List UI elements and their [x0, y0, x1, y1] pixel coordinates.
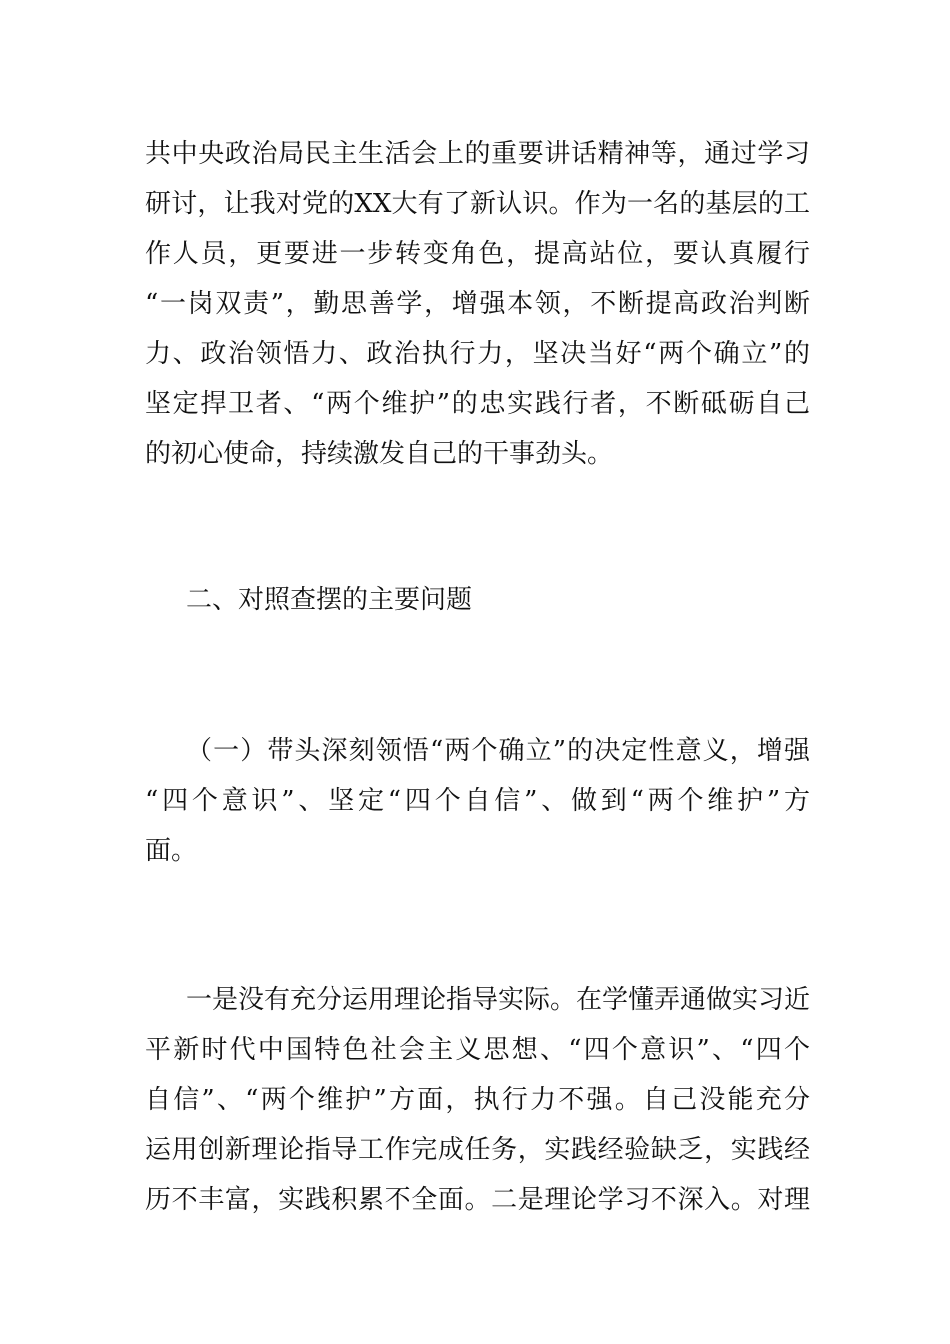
subsection-1-line-2: “四个意识”、坚定“四个自信”、做到“两个维护”方 [145, 786, 810, 816]
subsection-1-line-1: （一）带头深刻领悟“两个确立”的决定性意义，增强 [186, 736, 810, 766]
paragraph-1-line-4: “一岗双责”，勤思善学，增强本领，不断提高政治判断 [145, 289, 810, 319]
paragraph-2-line-1: 一是没有充分运用理论指导实际。在学懂弄通做实习近 [186, 985, 811, 1015]
paragraph-1-line-6: 坚定捍卫者、“两个维护”的忠实践行者，不断砥砺自己 [145, 389, 810, 419]
paragraph-1-line-7: 的初心使命，持续激发自己的干事劲头。 [145, 439, 614, 469]
paragraph-1-line-3: 作人员，更要进一步转变角色，提高站位，要认真履行 [145, 239, 810, 269]
paragraph-1-line-2: 研讨，让我对党的XX大有了新认识。作为一名的基层的工 [145, 189, 810, 219]
section-heading: 二、对照查摆的主要问题 [186, 585, 473, 615]
paragraph-2-line-2: 平新时代中国特色社会主义思想、“四个意识”、“四个 [145, 1035, 810, 1065]
paragraph-1-line-5: 力、政治领悟力、政治执行力，坚决当好“两个确立”的 [145, 339, 810, 369]
paragraph-2-line-4: 运用创新理论指导工作完成任务，实践经验缺乏，实践经 [145, 1135, 810, 1165]
paragraph-2-line-5: 历不丰富，实践积累不全面。二是理论学习不深入。对理 [145, 1185, 810, 1215]
subsection-1-line-3: 面。 [145, 836, 198, 866]
paragraph-1-line-1: 共中央政治局民主生活会上的重要讲话精神等，通过学习 [145, 139, 810, 169]
paragraph-2-line-3: 自信”、“两个维护”方面，执行力不强。自己没能充分 [145, 1085, 810, 1115]
